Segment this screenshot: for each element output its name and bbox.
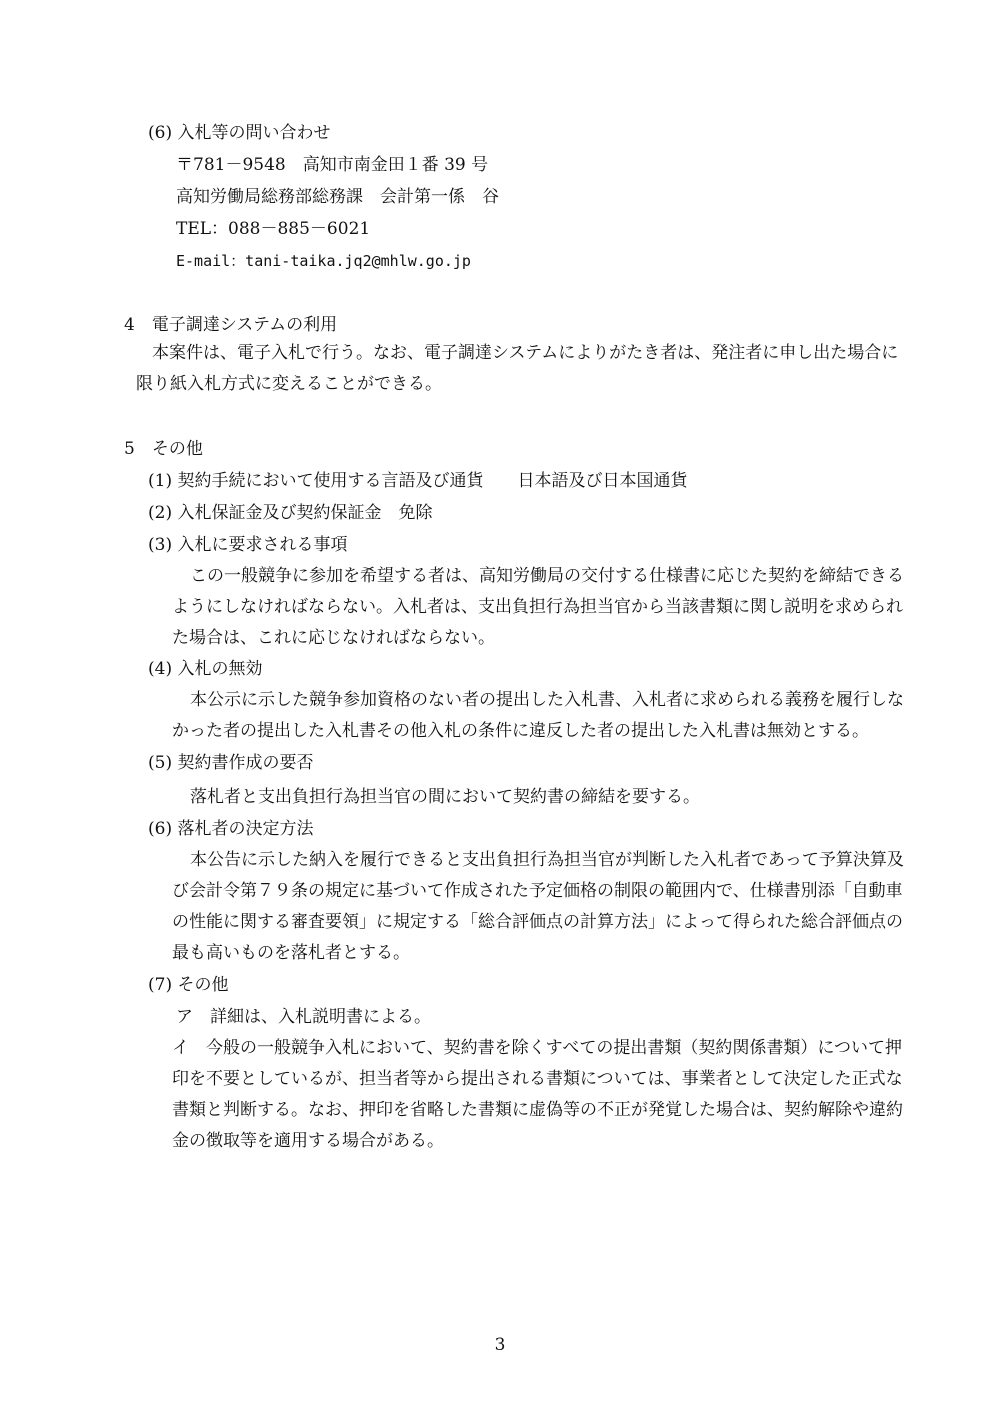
section4-body: 本案件は、電子入札で行う。なお、電子調達システムによりがたき者は、発注者に申し出た場合に限り紙入札方式に変えることができる。 — [136, 343, 899, 394]
section5-item4-body: 本公示に示した競争参加資格のない者の提出した入札書、入札者に求められる義務を履行しなかった者の提出した入札書その他入札の条件に違反した者の提出した入札書は無効とする。 — [172, 690, 904, 741]
section5-item1: (1) 契約手続において使用する言語及び通貨 日本語及び日本国通貨 — [148, 471, 688, 491]
section5-item4-heading: (4) 入札の無効 — [148, 659, 263, 679]
section5-item6-heading: (6) 落札者の決定方法 — [148, 819, 314, 839]
section4-heading: 4 電子調達システムの利用 — [124, 315, 338, 335]
page-number: 3 — [494, 1335, 506, 1355]
section5-item3-heading: (3) 入札に要求される事項 — [148, 535, 348, 555]
section5-item5-heading: (5) 契約書作成の要否 — [148, 753, 314, 773]
section5-item3-body: この一般競争に参加を希望する者は、高知労働局の交付する仕様書に応じた契約を締結できるようにしなければならない。入札者は、支出負担行為担当官から当該書類に関し説明を求められた場合は、これに応じなければならない。 — [172, 566, 904, 648]
inquiry-email: E-mail：tani-taika.jq2@mhlw.go.jp — [176, 252, 471, 270]
section5-item7-i: イ 今般の一般競争入札において、契約書を除くすべての提出書類（契約関係書類）について押印を不要としているが、担当者等から提出される書類については、事業者として決定した正式な書類と判断する。なお、押印を省略した書類に虚偽等の不正が発覚した場合は、契約解除や違約金の徴取等を適用する場合がある。 — [172, 1038, 903, 1151]
inquiry-office: 高知労働局総務部総務課 会計第一係 谷 — [176, 187, 499, 207]
inquiry-heading: (6) 入札等の問い合わせ — [148, 123, 331, 143]
inquiry-address: 〒781－9548 高知市南金田１番 39 号 — [176, 155, 489, 175]
section5-item6-body: 本公告に示した納入を履行できると支出負担行為担当官が判断した入札者であって予算決算及び会計令第７９条の規定に基づいて作成された予定価格の制限の範囲内で、仕様書別添「自動車の性能に関する審査要領」に規定する「総合評価点の計算方法」によって得られた総合評価点の最も高いものを落札者とする。 — [172, 850, 904, 963]
section5-heading: 5 その他 — [124, 439, 203, 459]
section5-item7-heading: (7) その他 — [148, 975, 229, 995]
section5-item7-a: ア 詳細は、入札説明書による。 — [176, 1007, 431, 1027]
section5-item2: (2) 入札保証金及び契約保証金 免除 — [148, 503, 433, 523]
section5-item5-body: 落札者と支出負担行為担当官の間において契約書の締結を要する。 — [190, 787, 700, 807]
inquiry-tel: TEL：088－885－6021 — [176, 219, 371, 239]
